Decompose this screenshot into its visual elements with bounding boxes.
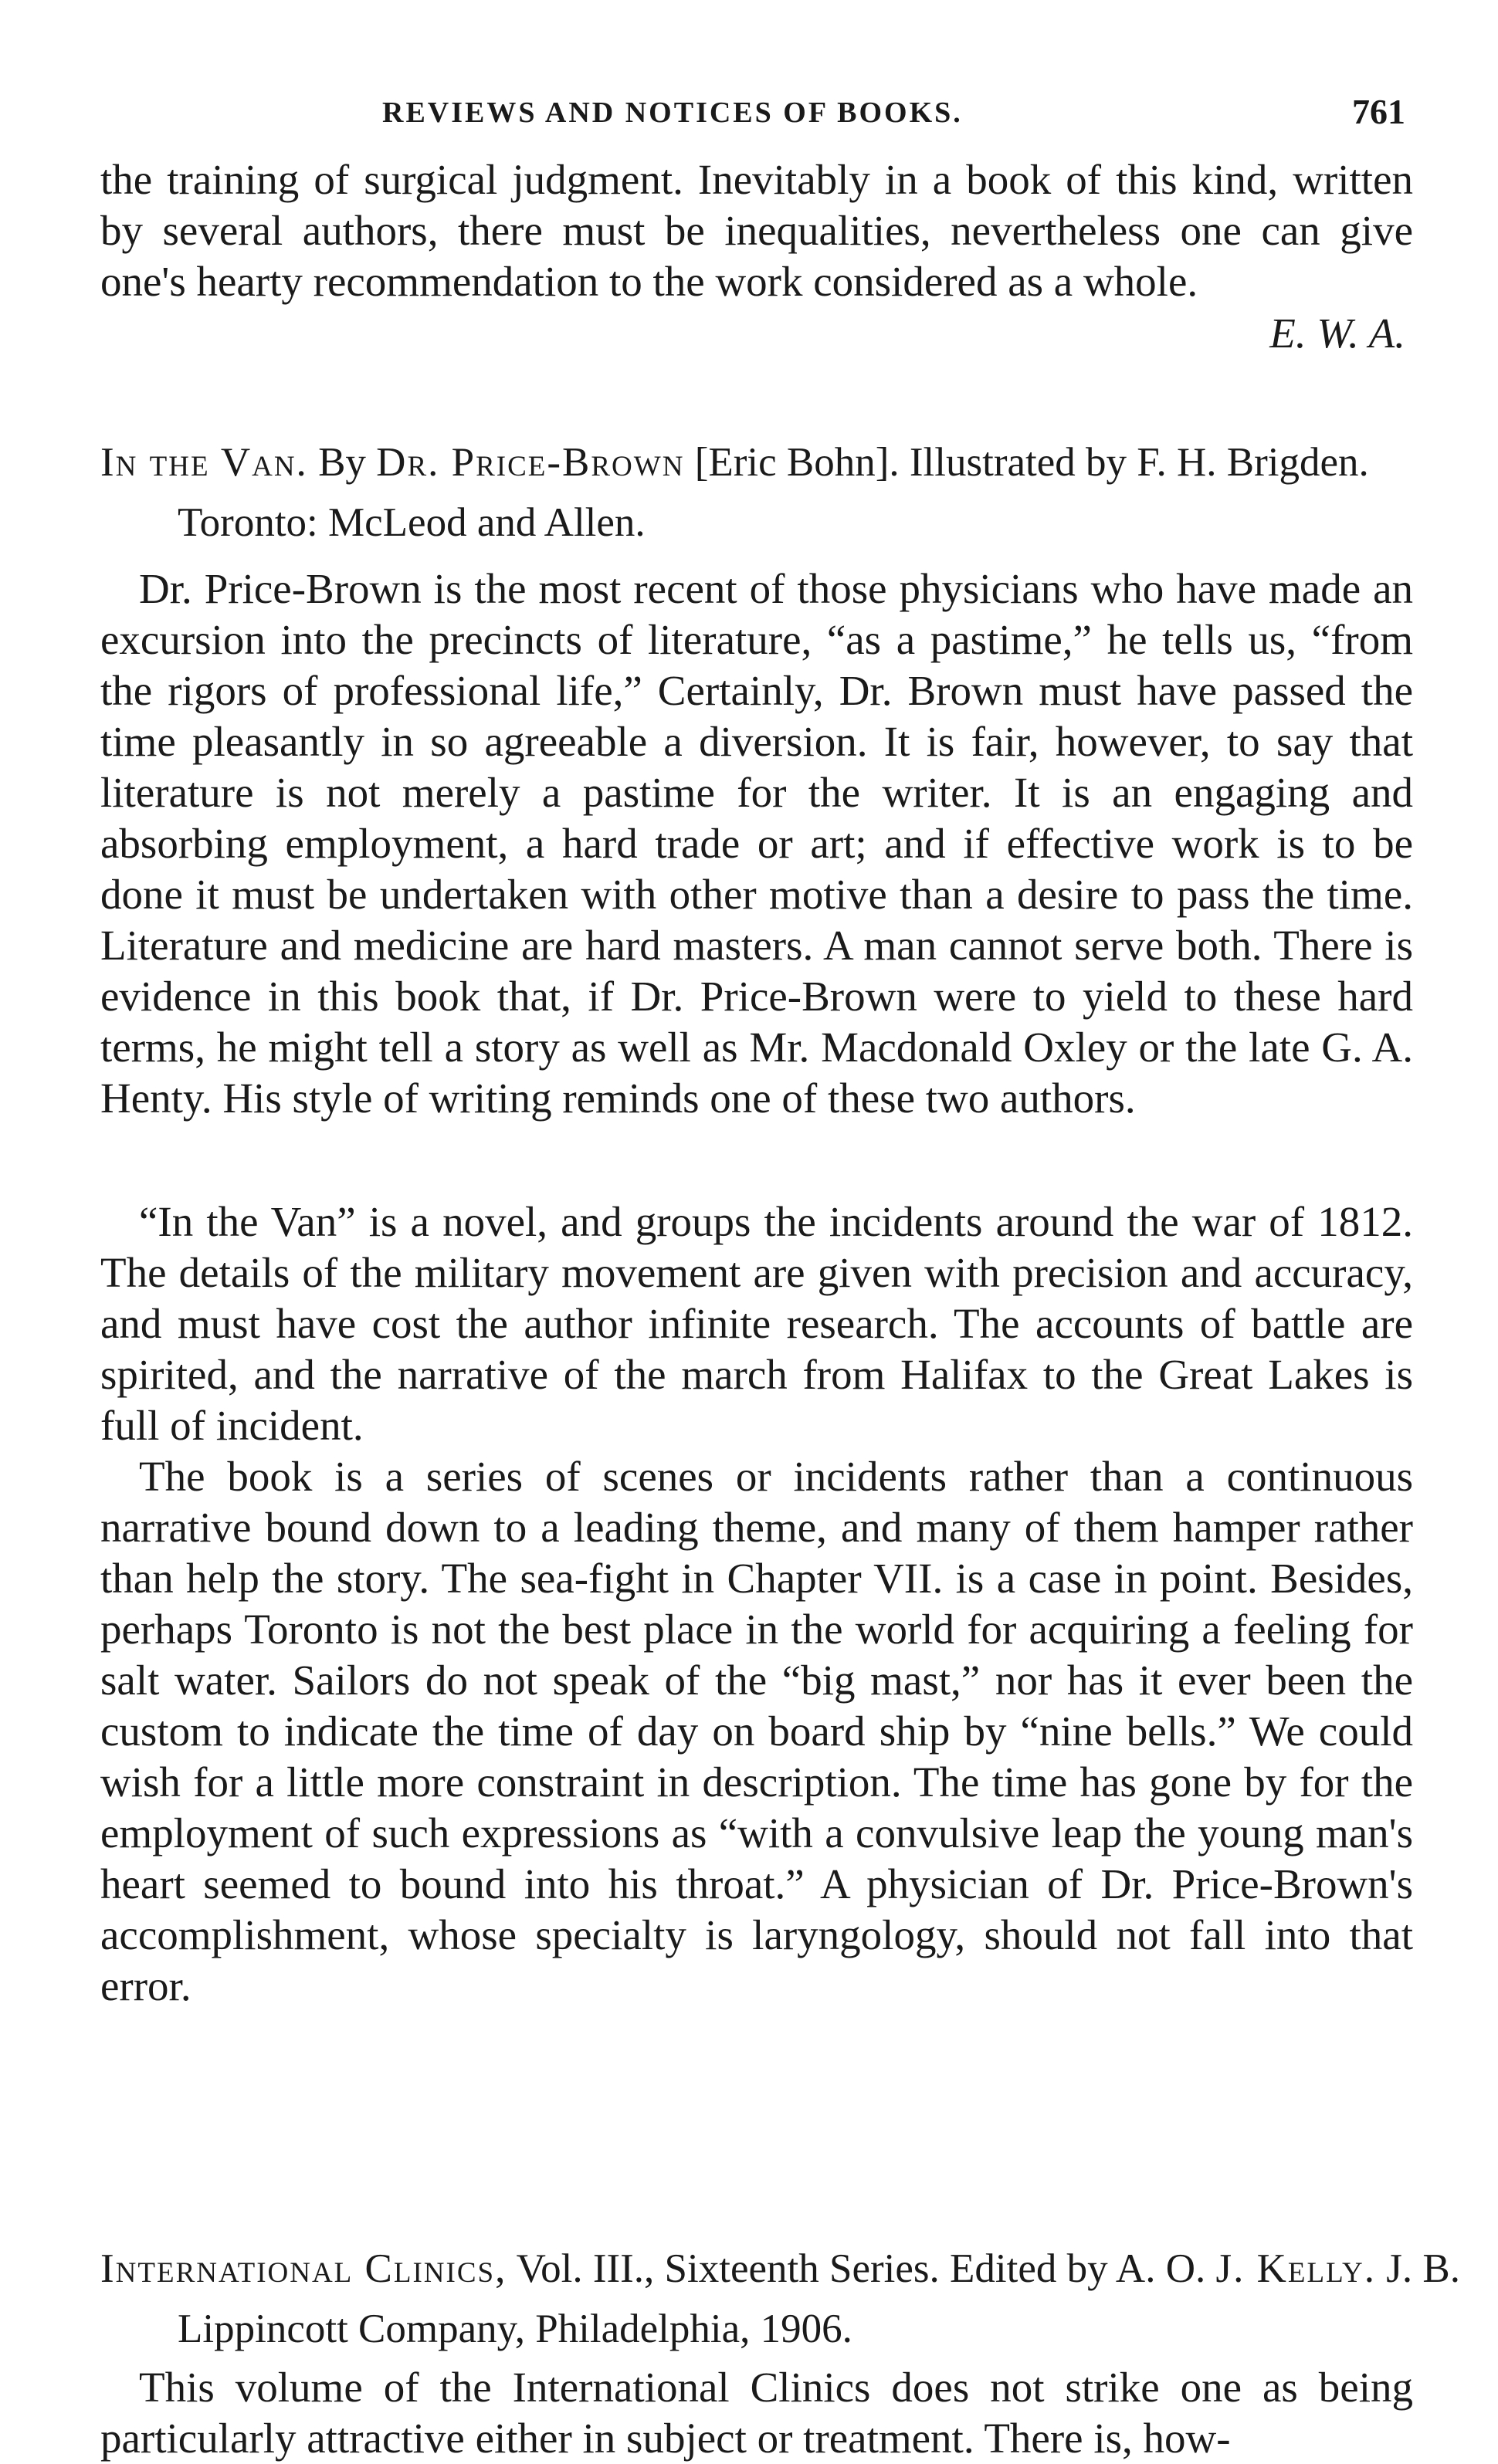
review-3-paragraph: This volume of the International Clinics does not strike one as being particularly attractive either in subject or treatment. There is, how- bbox=[100, 2364, 1413, 2462]
page-number: 761 bbox=[1352, 92, 1405, 131]
review-3-title: International Clinics, bbox=[100, 2246, 507, 2291]
review-2-illustrated: Illustrated by bbox=[909, 440, 1127, 485]
review-3-heading bbox=[100, 2239, 1490, 2359]
review-1-signature: E. W. A. bbox=[1269, 310, 1405, 357]
review-2-illustrator: F. H. Brigden. bbox=[1137, 440, 1369, 485]
review-2-by: By bbox=[318, 440, 366, 485]
review-2-paragraph: Dr. Price-Brown is the most recent of those physicians who have made an excursion into the precincts of literature, “as a pastime,” he tells us, “from the rigors of professional life,” Certainly, Dr. Brown must have passed the time pleasantly in so agreeable a diversion. It is fair, however, to say that literature is not merely a pastime for the writer. It is an engaging and absorbing employment, a hard trade or art; and if effective work is to be done it must be undertaken with other motive than a desire to pass the time. Literature and medicine are hard masters. A man cannot serve both. There is evidence in this book that, if Dr. Price-Brown were to yield to these hard terms, he might tell a story as well as Mr. Macdonald Oxley or the late G. A. Henty. His style of writing reminds one of these two authors. bbox=[100, 565, 1413, 1122]
review-2-author-note: [Eric Bohn]. bbox=[694, 440, 900, 485]
review-2-paragraph: The book is a series of scenes or incidents rather than a continuous narrative bound down to a leading theme, and many of them hamper rather than help the story. The sea-fight in Chapter VII. is a case in point. Besides, perhaps Toronto is not the best place in the world for acquiring a feeling for salt water. Sailors do not speak of the “big mast,” nor has it ever been the custom to indicate the time of day on board ship by “nine bells.” We could wish for a little more constraint in description. The time has gone by for the employment of such expressions as “with a convulsive leap the young man's heart seemed to bound into his throat.” A physician of Dr. Price-Brown's accomplishment, whose specialty is laryngology, should not fall into that error. bbox=[100, 1453, 1413, 2009]
review-3-editor: J. Kelly. bbox=[1215, 2246, 1376, 2291]
review-2-heading bbox=[100, 432, 1490, 553]
review-2-publisher: Toronto: McLeod and Allen. bbox=[178, 500, 646, 545]
review-2-author: Dr. Price-Brown bbox=[376, 440, 685, 485]
review-3-publisher: J. B. Lippincott Company, Philadelphia, 1906. bbox=[178, 2246, 1460, 2351]
review-2-title: In the Van. bbox=[100, 440, 308, 485]
review-1-closing-paragraph: the training of surgical judgment. Inevitably in a book of this kind, written by several authors, there must be inequalities, nevertheless one can give one's hearty recommendation to the work considered as a whole. bbox=[100, 156, 1413, 305]
running-head: REVIEWS AND NOTICES OF BOOKS. bbox=[382, 96, 963, 129]
review-3-volume: Vol. III., Sixteenth Series. Edited by A. O. bbox=[516, 2246, 1206, 2291]
review-2-paragraph: “In the Van” is a novel, and groups the incidents around the war of 1812. The details of the military movement are given with precision and accuracy, and must have cost the author infinite research. The accounts of battle are spirited, and the narrative of the march from Halifax to the Great Lakes is full of incident. bbox=[100, 1198, 1413, 1449]
page-header bbox=[108, 91, 1405, 145]
